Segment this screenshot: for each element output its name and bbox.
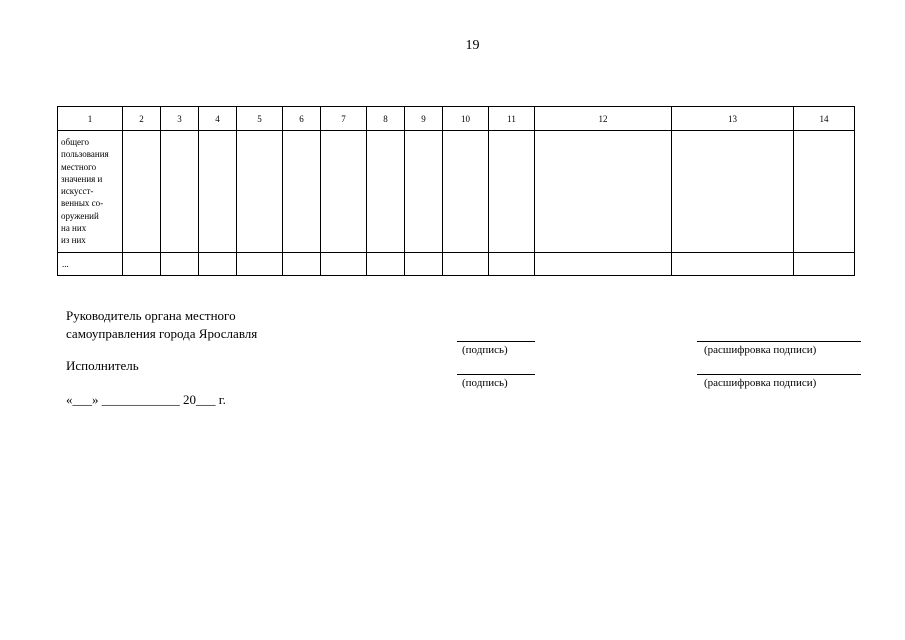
table-cell (123, 131, 161, 253)
head-decryption-line (697, 341, 861, 342)
column-header: 9 (405, 107, 443, 131)
table-cell (489, 253, 535, 276)
row-label-cell (58, 253, 123, 276)
head-signature-line (457, 341, 535, 342)
table-cell (199, 131, 237, 253)
row-label-cell (58, 131, 123, 253)
column-header: 12 (535, 107, 672, 131)
table-cell (794, 253, 855, 276)
column-header: 13 (672, 107, 794, 131)
ellipsis-label: ... (62, 259, 69, 269)
column-header: 10 (443, 107, 489, 131)
column-header: 14 (794, 107, 855, 131)
table-cell (672, 253, 794, 276)
column-header: 4 (199, 107, 237, 131)
table-cell (672, 131, 794, 253)
executor-signature-caption: (подпись) (462, 377, 508, 389)
column-header: 11 (489, 107, 535, 131)
column-header: 8 (367, 107, 405, 131)
column-header: 2 (123, 107, 161, 131)
executor-decryption-caption: (расшифровка подписи) (704, 377, 817, 389)
head-signature-caption: (подпись) (462, 344, 508, 356)
column-number-row (58, 107, 855, 131)
table-cell (443, 131, 489, 253)
report-table (57, 106, 855, 276)
table-cell (123, 253, 161, 276)
table-cell (321, 253, 367, 276)
head-decryption-caption: (расшифровка подписи) (704, 344, 817, 356)
column-header: 3 (161, 107, 199, 131)
table-cell (367, 253, 405, 276)
table-cell (237, 253, 283, 276)
table-cell (161, 253, 199, 276)
table-cell (283, 253, 321, 276)
table-cell (199, 253, 237, 276)
table-cell (161, 131, 199, 253)
date-line: «___» ____________ 20___ г. (66, 392, 226, 407)
table-row (58, 131, 855, 253)
page-number: 19 (465, 38, 480, 53)
table-cell (794, 131, 855, 253)
executor-decryption-line (697, 374, 861, 375)
row-label: общего пользования местного значения и искусст- венных со- оружений на них из них (61, 137, 109, 246)
table-cell (489, 131, 535, 253)
table-cell (443, 253, 489, 276)
column-header: 6 (283, 107, 321, 131)
executor-title: Исполнитель (66, 358, 139, 373)
table-row (58, 253, 855, 276)
column-header: 5 (237, 107, 283, 131)
table-cell (321, 131, 367, 253)
table-cell (237, 131, 283, 253)
column-header: 1 (58, 107, 123, 131)
column-header: 7 (321, 107, 367, 131)
head-title-line1: Руководитель органа местного (66, 308, 236, 323)
executor-signature-line (457, 374, 535, 375)
table-cell (535, 131, 672, 253)
table-cell (283, 131, 321, 253)
table-cell (367, 131, 405, 253)
table-cell (535, 253, 672, 276)
table-cell (405, 253, 443, 276)
head-title-line2: самоуправления города Ярославля (66, 326, 258, 341)
table-cell (405, 131, 443, 253)
